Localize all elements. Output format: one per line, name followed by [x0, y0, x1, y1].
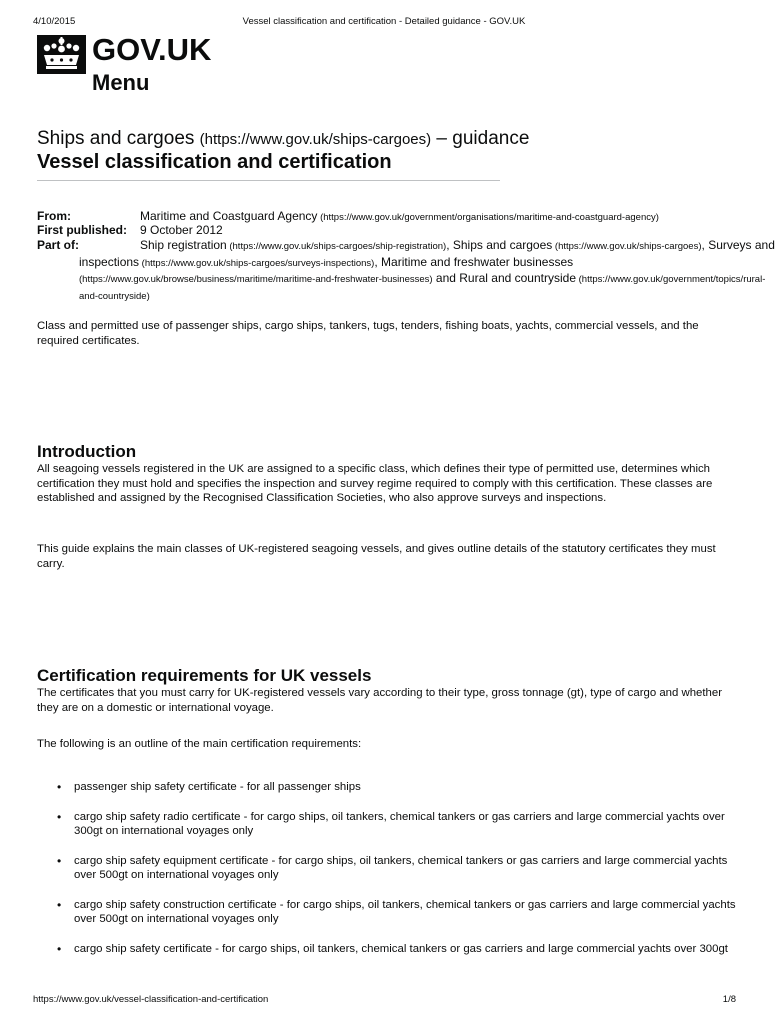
certification-paragraph: The following is an outline of the main certification requirements: [37, 738, 362, 750]
introduction-heading: Introduction [37, 442, 137, 461]
context-link[interactable]: Ships and cargoes [37, 128, 195, 149]
metadata-part-of [37, 238, 779, 304]
from-url: (https://www.gov.uk/government/organisations/maritime-and-coastguard-agency) [317, 212, 659, 223]
published-value: 9 October 2012 [140, 223, 223, 237]
certificate-list [37, 780, 737, 971]
from-link[interactable]: Maritime and Coastguard Agency [140, 209, 318, 223]
part-of-link[interactable]: Maritime and freshwater businesses [381, 254, 574, 269]
menu-button[interactable]: Menu [92, 70, 150, 95]
page-title: Vessel classification and certification [37, 151, 392, 173]
print-page-number: 1/8 [722, 994, 736, 1005]
breadcrumb-context [37, 128, 529, 151]
context-url: (https://www.gov.uk/ships-cargoes) [199, 131, 432, 148]
list-item: • passenger ship safety certificate - for all passenger ships [37, 780, 737, 795]
crown-icon [37, 35, 86, 74]
part-of-url: (https://www.gov.uk/government/topics/rural-and-countryside) [79, 274, 766, 302]
list-item: • cargo ship safety equipment certificate - for cargo ships, oil tankers, chemical tankers or gas carriers and large commercial yachts over 500gt on international voyages only [37, 854, 737, 883]
part-of-label: Part of: [37, 238, 79, 252]
part-of-list [79, 238, 775, 302]
part-of-url: (https://www.gov.uk/ships-cargoes) [552, 241, 702, 252]
context-suffix: – guidance [431, 128, 530, 149]
from-label: From: [37, 209, 71, 223]
title-divider [37, 180, 500, 181]
list-item: • cargo ship safety radio certificate - for cargo ships, oil tankers, chemical tankers or gas carriers and large commercial yachts over 300gt on international voyages only [37, 810, 737, 839]
govuk-logo-text[interactable]: GOV.UK [92, 32, 212, 67]
part-of-link[interactable]: Ship registration [140, 238, 227, 252]
part-of-separator: , [374, 254, 382, 269]
print-date: 4/10/2015 [33, 16, 76, 27]
print-page-title: Vessel classification and certification - Detailed guidance - GOV.UK [242, 16, 526, 27]
introduction-paragraph: All seagoing vessels registered in the UK are assigned to a specific class, which defines their type of permitted use, determines which certification they must hold and specifies the inspection and survey regime required to comply with this certification. These classes are established and assigned by the Recognised Classification Societies, who also approve surveys and inspections. [37, 463, 713, 504]
list-item: • cargo ship safety construction certificate - for cargo ships, oil tankers, chemical tankers or gas carriers and large commercial yachts over 500gt on international voyages only [37, 898, 737, 927]
part-of-url: (https://www.gov.uk/ships-cargoes/surveys-inspections) [139, 257, 375, 269]
summary-text: Class and permitted use of passenger ships, cargo ships, tankers, tugs, tenders, fishing boats, yachts, commercial vessels, and the required certificates. [37, 320, 699, 347]
part-of-separator: and [432, 271, 460, 286]
part-of-url: (https://www.gov.uk/ships-cargoes/ship-registration) [226, 241, 447, 252]
certification-heading: Certification requirements for UK vessels [37, 666, 372, 685]
part-of-link[interactable]: Rural and countryside [459, 271, 576, 286]
certification-paragraph: The certificates that you must carry for UK-registered vessels vary according to their type, gross tonnage (gt), type of cargo and whether they are on a domestic or international voyage. [37, 687, 723, 714]
part-of-link[interactable]: Surveys and inspections [79, 238, 775, 269]
introduction-paragraph: This guide explains the main classes of UK-registered seagoing vessels, and gives outline details of the statutory certificates they must carry. [37, 543, 716, 570]
part-of-separator: , [446, 238, 453, 252]
part-of-link[interactable]: Ships and cargoes [452, 238, 553, 252]
part-of-url: (https://www.gov.uk/browse/business/maritime/maritime-and-freshwater-businesses) [79, 274, 433, 286]
part-of-separator: , [701, 238, 709, 252]
print-url: https://www.gov.uk/vessel-classification-and-certification [33, 994, 269, 1005]
published-label: First published: [37, 223, 127, 237]
list-item: • cargo ship safety certificate - for cargo ships, oil tankers, chemical tankers or gas carriers and large commercial yachts over 300gt [37, 942, 737, 957]
